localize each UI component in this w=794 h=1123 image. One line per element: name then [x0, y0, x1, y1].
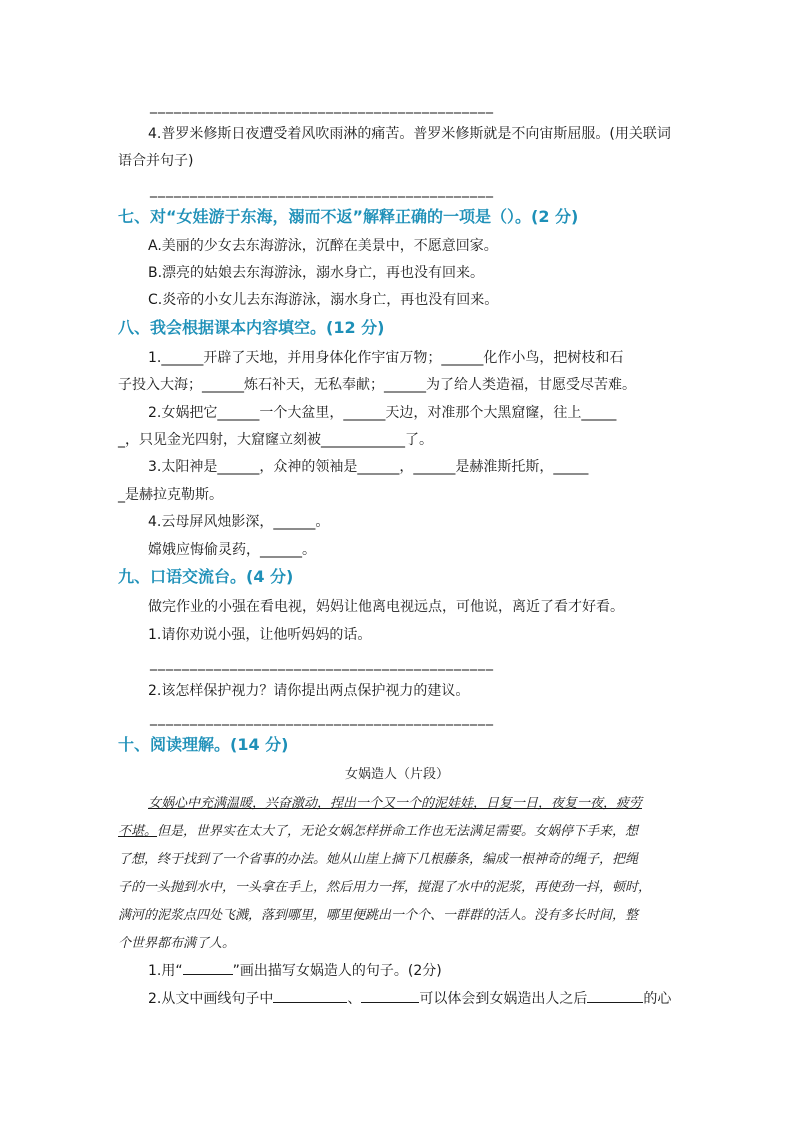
- question-text: 2.从文中画线句子中: [148, 991, 274, 1007]
- question-4: 4.普罗米修斯日夜遭受着风吹雨淋的痛苦。普罗米修斯就是不向宙斯屈服。(用关联词: [148, 126, 671, 142]
- passage-line: [148, 794, 642, 814]
- fill-line: 嫦娥应悔偷灵药，______。: [148, 542, 316, 558]
- section-7-heading: 七、对“女娃游于东海，溺而不返”解释正确的一项是（）。(2 分): [118, 207, 579, 226]
- question-text: ”画出描写女娲造人的句子。(2分): [232, 963, 442, 979]
- scenario-text: 做完作业的小强在看电视，妈妈让他离电视远点，可他说，离近了看才好看。: [148, 599, 624, 615]
- underlined-sentence: 女娲心中充满温暖，兴奋激动，捏出一个又一个的泥娃娃，日复一日，夜复一夜，疲劳: [148, 796, 643, 811]
- passage-line: [118, 822, 638, 842]
- passage-line: 满河的泥浆点四处飞溅，落到哪里，哪里便跳出一个个、一群群的活人。没有多长时间，整: [118, 908, 639, 923]
- question-text: 可以体会到女娲造出人之后: [419, 991, 588, 1007]
- fill-line: 2.女娲把它______一个大盆里，______天边，对准那个大黑窟窿，往上_____: [148, 405, 617, 421]
- question-1: 1.请你劝说小强，让他听妈妈的话。: [148, 627, 372, 643]
- answer-line[interactable]: ___________________________________________: [150, 98, 494, 114]
- fill-line: 4.云母屏风烛影深，______。: [148, 514, 330, 530]
- question-4-continued: 语合并句子): [118, 153, 194, 169]
- passage-line: 了想，终于找到了一个省事的办法。她从山崖上摘下几根藤条，编成一根神奇的绳子，把绳: [118, 852, 639, 867]
- fill-line: 3.太阳神是______，众神的领袖是______，______是赫淮斯托斯，_____: [148, 459, 589, 475]
- question-text: 、: [347, 991, 362, 1007]
- reading-question-1: [148, 960, 442, 981]
- fill-line: 子投入大海；______炼石补天，无私奉献；______为了给人类造福，甘愿受尽苦难。: [118, 377, 636, 393]
- option-b: B.漂亮的姑娘去东海游泳，溺水身亡，再也没有回来。: [148, 265, 485, 281]
- fill-line: _，只见金光四射，大窟窿立刻被____________了。: [118, 432, 433, 448]
- underlined-sentence: 不堪。: [118, 824, 158, 839]
- fill-line: _是赫拉克勒斯。: [118, 487, 223, 503]
- section-10-heading: 十、阅读理解。(14 分): [118, 735, 289, 754]
- section-8-heading: 八、我会根据课本内容填空。(12 分): [118, 318, 385, 337]
- question-2: 2.该怎样保护视力？请你提出两点保护视力的建议。: [148, 683, 470, 699]
- passage-title: 女娲造人（片段）: [344, 767, 449, 782]
- answer-line[interactable]: ___________________________________________: [150, 710, 494, 726]
- reading-question-2: [148, 988, 671, 1009]
- question-text: 的心: [643, 991, 672, 1007]
- passage-line: 子的一头抛到水中，一头拿在手上，然后用力一挥，搅混了水中的泥浆，再使劲一抖，顿时，: [118, 880, 652, 895]
- answer-blank[interactable]: [273, 988, 347, 1003]
- passage-text: 但是，世界实在太大了，无论女娲怎样拼命工作也无法满足需要。女娲停下手来，想: [157, 824, 639, 839]
- answer-line[interactable]: ___________________________________________: [150, 655, 494, 671]
- question-text: 1.用“: [148, 963, 183, 979]
- section-9-heading: 九、口语交流台。(4 分): [118, 567, 294, 586]
- answer-blank[interactable]: [361, 988, 419, 1003]
- option-c: C.炎帝的小女儿去东海游泳，溺水身亡，再也没有回来。: [148, 292, 499, 308]
- answer-line[interactable]: ___________________________________________: [150, 182, 494, 198]
- option-a: A.美丽的少女去东海游泳，沉醉在美景中，不愿意回家。: [148, 238, 498, 254]
- fill-line: 1.______开辟了天地，并用身体化作宇宙万物；______化作小鸟，把树枝和石: [148, 350, 624, 366]
- passage-line: 个世界都布满了人。: [118, 936, 236, 951]
- underline-sample: [183, 960, 233, 975]
- answer-blank[interactable]: [587, 988, 643, 1003]
